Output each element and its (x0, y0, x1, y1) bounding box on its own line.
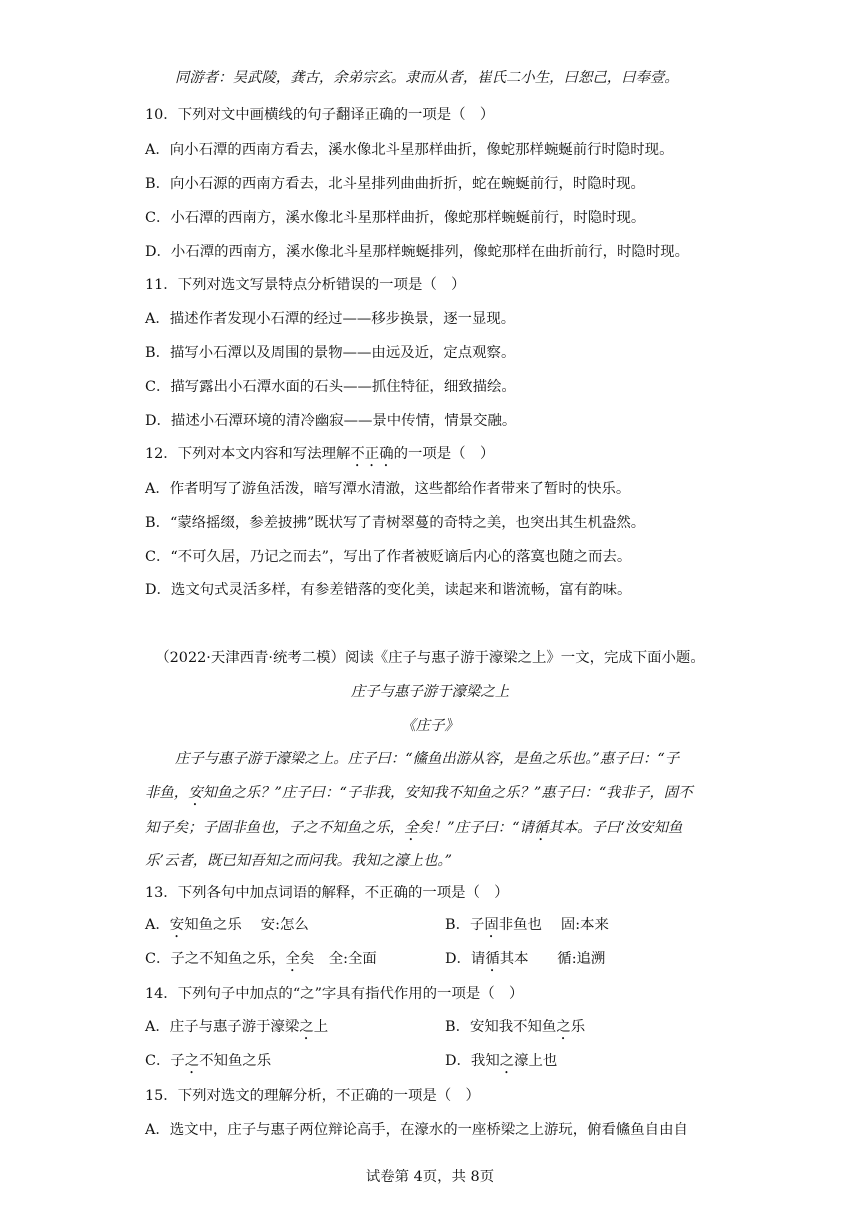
passage-line-4: 乐’云者，既已知吾知之而问我。我知之濠上也。” (145, 853, 452, 869)
passage-line-2 (145, 783, 725, 809)
q14-b-emphasis: 之 (556, 1019, 571, 1035)
passage-line-3-pre: 知子矣；子固非鱼也，子之不知鱼之乐， (145, 820, 405, 836)
q10-option-c: C．小石潭的西南方，溪水像北斗星那样曲折，像蛇那样蜿蜒前行，时隐时现。 (145, 210, 646, 226)
q13-d-emphasis: 循 (485, 951, 500, 967)
page-footer: 试卷第 4页，共 8页 (365, 1169, 495, 1185)
q13-a-pre: A． (145, 917, 170, 933)
q15-option-a: A．选文中，庄子与惠子两位辩论高手，在濠水的一座桥梁之上游玩，俯看鯈鱼自由自 (145, 1122, 688, 1138)
passage-title: 庄子与惠子游于濠梁之上 (350, 684, 510, 700)
q14-stem: 14．下列句子中加点的“之”字具有指代作用的一项是（ ） (145, 986, 524, 1002)
q14-a-emphasis: 之 (299, 1019, 314, 1035)
q13-c-emphasis: 全 (285, 951, 300, 967)
q11-stem: 11．下列对选文写景特点分析错误的一项是（ ） (145, 277, 466, 293)
q13-c-post: 矣 全:全面 (299, 951, 377, 967)
q13-stem: 13．下列各句中加点词语的解释，不正确的一项是（ ） (145, 885, 509, 901)
q14-b-post: 乐 (570, 1019, 586, 1035)
q10-option-b: B．向小石源的西南方看去，北斗星排列曲曲折折，蛇在蜿蜒前行，时隐时现。 (145, 176, 645, 192)
q10-stem: 10．下列对文中画横线的句子翻译正确的一项是（ ） (145, 107, 495, 123)
passage-line-3-post: 其本。子曰‘汝安知鱼 (548, 820, 683, 836)
q11-option-c: C．描写露出小石潭水面的石头——抓住特征，细致描绘。 (145, 379, 516, 395)
passage-line-3 (145, 818, 725, 844)
q10-option-d: D．小石潭的西南方，溪水像北斗星那样蜿蜒排列，像蛇那样在曲折前行，时隐时现。 (145, 244, 689, 260)
passage-line-2-emphasis: 安 (188, 785, 203, 801)
q12-stem-post: 的一项是（ ） (393, 446, 495, 462)
q10-option-a: A．向小石潭的西南方看去，溪水像北斗星那样曲折，像蛇那样蜿蜒前行时隐时现。 (145, 142, 674, 158)
q12-option-b: B．“蒙络摇缀，参差披拂”既状写了青树翠蔓的奇特之美，也突出其生机盎然。 (145, 515, 646, 531)
q14-d-emphasis: 之 (499, 1053, 515, 1069)
q14-d-pre: D．我知 (445, 1053, 500, 1069)
q12-stem (145, 444, 725, 470)
q14-c-pre: C．子 (145, 1053, 185, 1069)
q13-option-c (145, 949, 725, 975)
q14-d-post: 濠上也 (514, 1053, 558, 1069)
passage-line-2-post: 知鱼之乐？”庄子曰：“子非我，安知我不知鱼之乐？”惠子曰：“我非子，固不 (202, 785, 693, 801)
q13-b-emphasis: 固 (484, 917, 499, 933)
q14-c-post: 不知鱼之乐 (199, 1053, 272, 1069)
q13-a-emphasis: 安 (169, 917, 185, 933)
passage-line-3-mid: 矣！”庄子曰：“请 (418, 820, 534, 836)
passage-line-3-emphasis-1: 全 (404, 820, 419, 836)
section-header: （2022·天津西青·统考二模）阅读《庄子与惠子游于濠梁之上》一文，完成下面小题。 (155, 650, 705, 666)
q13-option-a (145, 915, 725, 941)
q13-option-d (445, 949, 605, 975)
intro-line: 同游者：吴武陵，龚古，余弟宗玄。隶而从者，崔氏二小生，曰恕己，曰奉壹。 (175, 70, 679, 86)
passage-line-1: 庄子与惠子游于濠梁之上。庄子曰：“鯈鱼出游从容，是鱼之乐也。”惠子曰：“子 (175, 751, 680, 767)
q14-option-a (145, 1017, 725, 1043)
q12-stem-emphasis: 不正确 (350, 446, 394, 462)
q14-b-pre: B．安知我不知鱼 (445, 1019, 557, 1035)
q12-option-c: C．“不可久居，乃记之而去”，写出了作者被贬谪后内心的落寞也随之而去。 (145, 549, 632, 565)
q14-option-c (145, 1051, 725, 1077)
passage-line-2-pre: 非鱼， (145, 785, 189, 801)
q13-a-post: 知鱼之乐 安:怎么 (184, 917, 309, 933)
q14-a-post: 上 (313, 1019, 329, 1035)
q14-a-pre: A．庄子与惠子游于濠梁 (145, 1019, 300, 1035)
passage-source: 《庄子》 (401, 718, 459, 734)
q12-option-a: A．作者明写了游鱼活泼，暗写潭水清澈，这些都给作者带来了暂时的快乐。 (145, 481, 631, 497)
q14-c-emphasis: 之 (184, 1053, 200, 1069)
q11-option-a: A．描述作者发现小石潭的经过——移步换景，逐一显现。 (145, 311, 516, 327)
q13-c-pre: C．子之不知鱼之乐， (145, 951, 286, 967)
q12-stem-pre: 12．下列对本文内容和写法理解 (145, 446, 351, 462)
q15-stem: 15．下列对选文的理解分析，不正确的一项是（ ） (145, 1088, 480, 1104)
q11-option-d: D．描述小石潭环境的清冷幽寂——景中传情，情景交融。 (145, 413, 517, 429)
q13-d-pre: D．请 (445, 951, 486, 967)
q13-option-b (445, 915, 609, 941)
q13-b-post: 非鱼也 固:本来 (498, 917, 609, 933)
q13-b-pre: B．子 (445, 917, 485, 933)
q14-option-d (445, 1051, 557, 1077)
q11-option-b: B．描写小石潭以及周围的景物——由远及近，定点观察。 (145, 345, 516, 361)
passage-line-3-emphasis-2: 循 (533, 820, 549, 836)
q13-d-post: 其本 循:追溯 (499, 951, 606, 967)
q12-option-d: D．选文句式灵活多样，有参差错落的变化美，读起来和谐流畅，富有韵味。 (145, 582, 632, 598)
q14-option-b (445, 1017, 585, 1043)
